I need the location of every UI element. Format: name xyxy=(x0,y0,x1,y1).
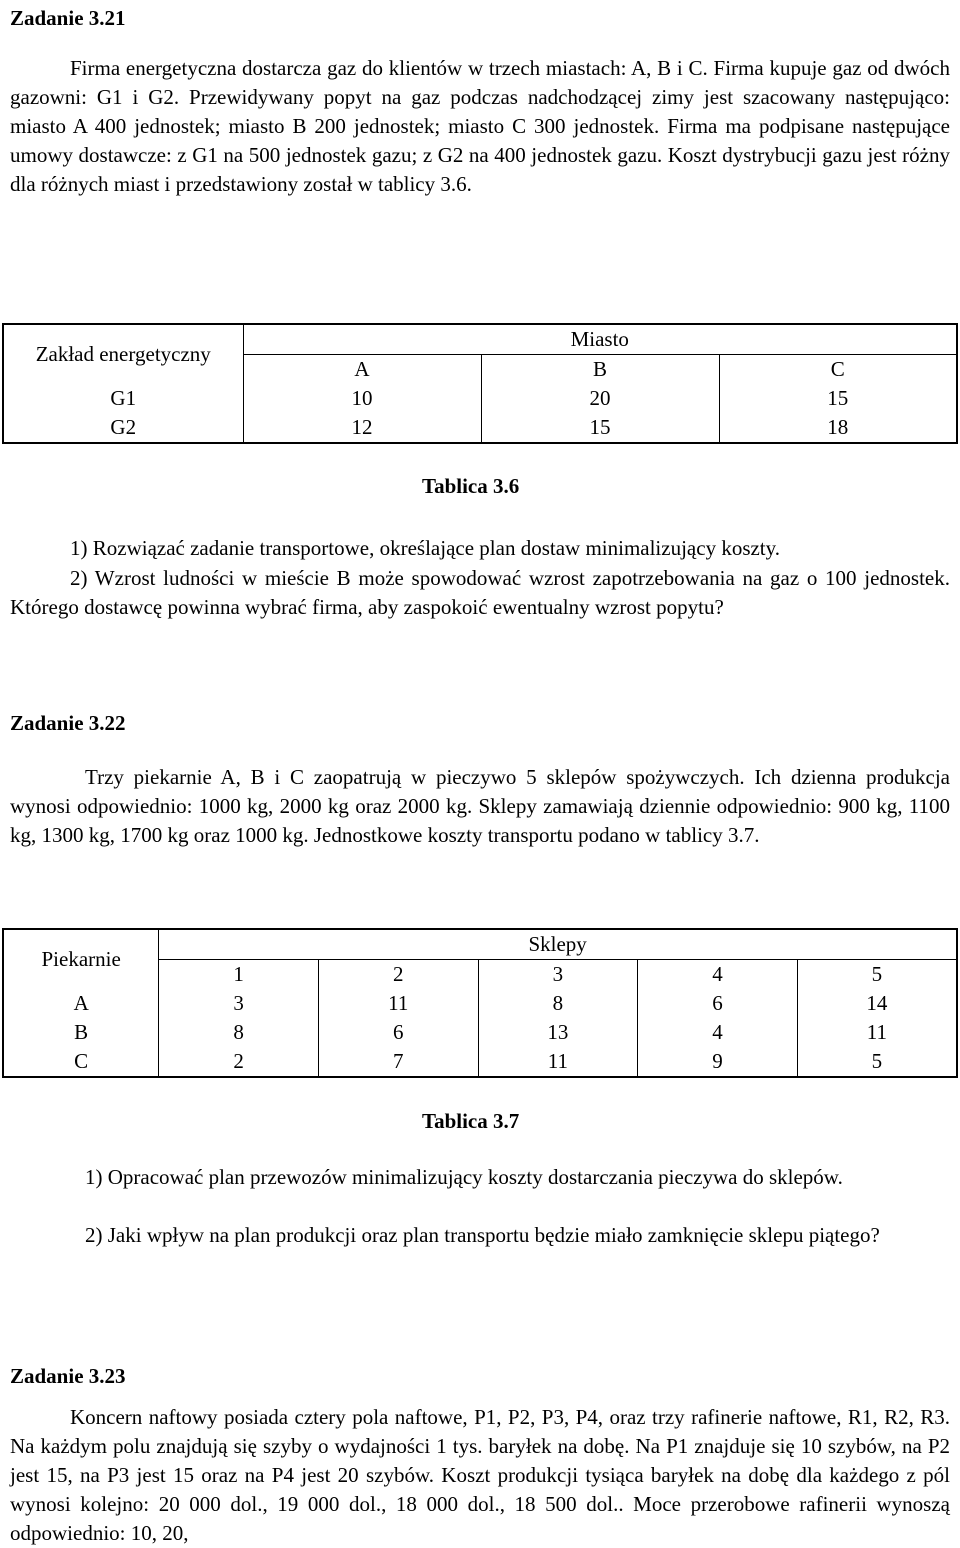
table-row xyxy=(3,413,957,443)
table-cell: 5 xyxy=(871,1049,883,1073)
table-caption: Tablica 3.7 xyxy=(422,1109,520,1133)
table-cell: 6 xyxy=(318,1018,478,1047)
table-cell: 15 xyxy=(827,386,849,410)
table-cell: 20 xyxy=(481,384,719,413)
row-label: C xyxy=(3,1047,159,1077)
column-header: 5 xyxy=(871,962,883,986)
row-header: Piekarnie xyxy=(3,929,159,989)
table-cell: 13 xyxy=(478,1018,638,1047)
column-header: C xyxy=(830,357,845,381)
table-row xyxy=(3,989,957,1018)
row-label: G1 xyxy=(3,384,243,413)
exercise-intro: Trzy piekarnie A, B i C zaopatrują w pieczywo 5 sklepów spożywczych. Ich dzienna produkcja wynosi odpowiednio: 1000 kg, 2000 kg oraz 2000 kg. Sklepy zamawiają dziennie odpowiednio: 900 kg, 1100 kg, 1300 kg, 1700 kg oraz 1000 kg. Jednostkowe koszty transportu podano w tablicy 3.7. xyxy=(10,765,950,847)
question-1: 1) Opracować plan przewozów minimalizujący koszty dostarczania pieczywa do sklepów. xyxy=(85,1165,843,1189)
table-cell: 4 xyxy=(638,1018,798,1047)
row-label: B xyxy=(3,1018,159,1047)
question-1: 1) Rozwiązać zadanie transportowe, określające plan dostaw minimalizujący koszty. xyxy=(70,536,781,560)
row-label: G2 xyxy=(3,413,243,443)
table-cell: 11 xyxy=(478,1047,638,1077)
table-cell: 10 xyxy=(243,384,481,413)
table-cell: 15 xyxy=(481,413,719,443)
column-header: 4 xyxy=(638,960,798,990)
table-row xyxy=(3,1018,957,1047)
table-cell: 9 xyxy=(638,1047,798,1077)
column-header: 2 xyxy=(318,960,478,990)
table-cell: 14 xyxy=(866,991,888,1015)
table-cell: 8 xyxy=(159,1018,319,1047)
cost-table xyxy=(2,928,958,1078)
table-cell: 11 xyxy=(318,989,478,1018)
row-label: A xyxy=(3,989,159,1018)
table-cell: 18 xyxy=(827,415,849,439)
table-cell: 3 xyxy=(159,989,319,1018)
exercise-title: Zadanie 3.23 xyxy=(10,1364,126,1388)
group-header: Sklepy xyxy=(159,929,957,960)
table-cell: 6 xyxy=(638,989,798,1018)
question-2: 2) Jaki wpływ na plan produkcji oraz plan transportu będzie miało zamknięcie sklepu piątego? xyxy=(85,1223,880,1247)
column-header: B xyxy=(481,355,719,385)
table-cell: 7 xyxy=(318,1047,478,1077)
column-header: 1 xyxy=(159,960,319,990)
table-cell: 2 xyxy=(159,1047,319,1077)
group-header: Miasto xyxy=(243,324,957,355)
row-header: Zakład energetyczny xyxy=(3,324,243,384)
table-cell: 8 xyxy=(478,989,638,1018)
column-header: 3 xyxy=(478,960,638,990)
question-2: 2) Wzrost ludności w mieście B może spowodować wzrost zapotrzebowania na gaz o 100 jednostek. Którego dostawcę powinna wybrać firma, aby zaspokoić ewentualny wzrost popytu? xyxy=(10,566,950,619)
exercise-intro: Koncern naftowy posiada cztery pola naftowe, P1, P2, P3, P4, oraz trzy rafinerie naftowe, R1, R2, R3. Na każdym polu znajdują się szyby o wydajności 1 tys. baryłek na dobę. Na P1 znajduje się 10 szybów, na P2 jest 15, na P3 jest 15 oraz na P4 jest 20 szybów. Koszt produkcji tysiąca baryłek na dobę dla każdego z pól wynosi kolejno: 20 000 dol., 19 000 dol., 18 000 dol., 18 500 dol.. Moce przerobowe rafinerii wynoszą odpowiednio: 10, 20, xyxy=(10,1405,950,1545)
table-row xyxy=(3,384,957,413)
table-cell: 11 xyxy=(866,1020,888,1044)
column-header: A xyxy=(243,355,481,385)
cost-table xyxy=(2,323,958,444)
table-cell: 12 xyxy=(243,413,481,443)
exercise-title: Zadanie 3.21 xyxy=(10,6,126,30)
table-row xyxy=(3,1047,957,1077)
exercise-intro: Firma energetyczna dostarcza gaz do klientów w trzech miastach: A, B i C. Firma kupuje gaz od dwóch gazowni: G1 i G2. Przewidywany popyt na gaz podczas nadchodzącej zimy jest szacowany następująco: miasto A 400 jednostek; miasto B 200 jednostek; miasto C 300 jednostek. Firma ma podpisane następujące umowy dostawcze: z G1 na 500 jednostek gazu; z G2 na 400 jednostek gazu. Koszt dystrybucji gazu jest różny dla różnych miast i przedstawiony został w tablicy 3.6. xyxy=(10,56,950,196)
exercise-title: Zadanie 3.22 xyxy=(10,711,126,735)
table-caption: Tablica 3.6 xyxy=(422,474,520,498)
